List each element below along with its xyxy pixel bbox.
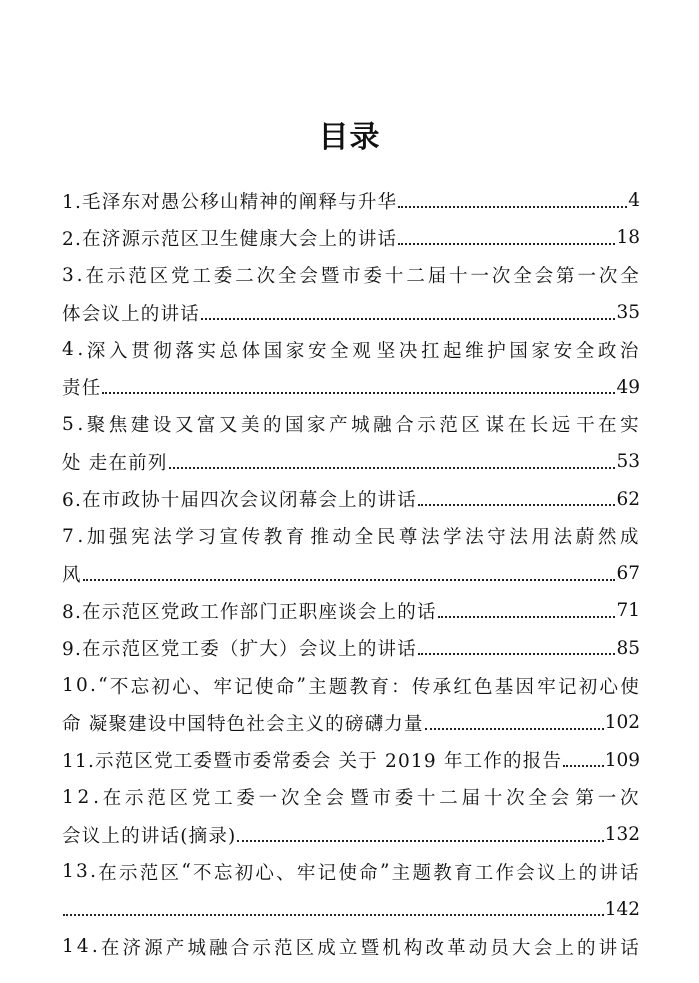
toc-entry-text: 会议上的讲话(摘录)	[62, 825, 237, 847]
toc-entry-text: 尊	[398, 527, 419, 549]
toc-entry-text: 主	[391, 862, 412, 884]
toc-entry-text: 扛	[420, 340, 441, 362]
toc-entry-line[interactable]	[62, 480, 640, 517]
toc-entry-text: 传	[411, 676, 432, 698]
dot-leader	[83, 563, 616, 581]
toc-entry-text: 区	[295, 937, 316, 959]
toc-entry-text: 8.在示范区党政工作部门正职座谈会上的话	[62, 601, 437, 623]
toc-entry-text: 体会议上的讲话	[62, 303, 200, 325]
toc-entry-text: 主	[308, 676, 328, 698]
toc-page-number: 142	[604, 898, 640, 920]
toc-page-number: 85	[616, 637, 640, 659]
toc-entry-text: 合	[395, 415, 415, 437]
toc-entry-text: 员	[490, 937, 511, 959]
toc-entry-text: 区	[169, 788, 190, 810]
toc-entry-text: 7	[62, 525, 75, 547]
toc-entry-text: 上	[557, 862, 578, 884]
toc-entry-text: 干	[576, 415, 596, 437]
toc-entry-line[interactable]	[62, 853, 640, 890]
page-title: 目录	[318, 120, 381, 155]
toc-entry-text: 宪	[131, 527, 151, 549]
toc-entry-text: 合	[230, 937, 251, 959]
toc-entry-text: 济	[122, 937, 143, 959]
toc-entry-text: 色	[474, 676, 494, 698]
toc-entry-text: 2	[77, 786, 91, 808]
toc-entry-text: 第	[575, 788, 596, 810]
toc-entry-line[interactable]	[62, 630, 640, 667]
toc-entry-text: 区	[461, 415, 481, 437]
toc-entry-text: 观	[352, 340, 372, 362]
toc-page-number: 49	[616, 376, 640, 398]
toc-entry-text: 融	[209, 937, 229, 959]
toc-entry-text: ”	[379, 861, 391, 883]
toc-entry-text: 国	[263, 340, 284, 362]
toc-entry-text: 加	[86, 527, 107, 549]
toc-entry-text: 立	[338, 937, 359, 959]
toc-entry-text: 会	[550, 788, 571, 810]
toc-entry-text: 动	[332, 527, 353, 549]
toc-entry-text: 心	[172, 676, 192, 698]
toc-entry-text: 风	[62, 564, 82, 586]
toc-entry-text: 使	[255, 676, 275, 698]
toc-entry-text: 4	[76, 936, 90, 958]
toc-entry-text: 大	[512, 937, 532, 959]
toc-entry-text: “	[98, 675, 109, 696]
toc-entry-line[interactable]	[62, 928, 640, 965]
toc-entry-line[interactable]	[62, 368, 640, 405]
toc-entry-text: 上	[555, 937, 576, 959]
toc-entry-text: 红	[453, 676, 474, 698]
toc-page-number: 35	[616, 302, 640, 324]
toc-entry-text: 范	[439, 415, 459, 437]
toc-page-number: 67	[616, 563, 640, 585]
toc-entry-text: .	[77, 525, 85, 547]
toc-entry-line[interactable]	[62, 257, 640, 294]
toc-entry-text: 法	[420, 527, 441, 549]
toc-entry-text: 讲	[598, 937, 619, 959]
toc-entry-text: 记	[558, 676, 578, 698]
toc-entry-text: 育	[453, 862, 474, 884]
dot-leader	[418, 637, 616, 655]
toc-entry-text: 6.在市政协十届四次会议闭幕会上的讲话	[62, 490, 417, 512]
toc-entry-text: 使	[620, 676, 640, 698]
toc-entry-text: 使	[338, 862, 359, 884]
toc-entry-text: 实	[620, 415, 640, 437]
toc-entry-text: 谋	[485, 415, 506, 437]
toc-entry-text: 然	[597, 527, 618, 549]
toc-entry-text: 建	[130, 415, 151, 437]
toc-entry-text: 全	[303, 788, 323, 810]
toc-entry-line[interactable]	[62, 219, 640, 256]
toc-entry-text: 示	[106, 266, 127, 288]
toc-entry-text: .	[90, 861, 98, 883]
toc-entry-line[interactable]	[62, 667, 640, 704]
dot-leader	[398, 190, 627, 208]
toc-entry-text: 法	[553, 527, 574, 549]
toc-entry-text: 11.示范区党工委暨市委常委会 关于 2019 年工作的报告	[62, 751, 563, 773]
toc-entry-text: 十	[384, 266, 405, 288]
toc-entry-text: 起	[443, 340, 463, 362]
toc-entry-text: 作	[495, 862, 516, 884]
toc-entry-text: 习	[197, 527, 218, 549]
toc-entry-text: 初	[578, 676, 599, 698]
toc-entry-text: 十	[417, 788, 437, 810]
toc-entry-text: 区	[160, 862, 181, 884]
toc-entry-text: 全	[277, 266, 298, 288]
toc-entry-text: 安	[307, 340, 328, 362]
toc-entry-text: 会	[534, 266, 555, 288]
toc-entry-text: 次	[280, 788, 301, 810]
toc-entry-text: 暨	[360, 937, 381, 959]
toc-entry-text: 革	[447, 937, 467, 959]
toc-entry-text: 届	[427, 266, 448, 288]
toc-entry-text: 牢	[296, 862, 317, 884]
toc-entry-text: 委	[213, 266, 234, 288]
dot-leader	[63, 898, 604, 916]
toc-entry-text: 融	[373, 415, 393, 437]
toc-entry-line[interactable]	[62, 443, 640, 480]
toc-entry-text: 、	[192, 676, 213, 698]
dot-leader	[237, 824, 603, 842]
toc-entry-text: 不	[193, 862, 213, 884]
toc-entry-text: 范	[139, 862, 160, 884]
toc-entry-text: 5	[62, 413, 75, 435]
toc-entry-line[interactable]	[62, 182, 640, 219]
toc-entry-text: 城	[351, 415, 371, 437]
toc-entry-text: 3	[62, 264, 75, 286]
dot-leader	[418, 488, 616, 506]
toc-entry-text: 次	[619, 788, 640, 810]
toc-entry-text: 聚	[86, 415, 107, 437]
toc-entry-text: 1	[62, 786, 75, 808]
toc-entry-text: 十	[483, 788, 504, 810]
toc-entry-text: 0	[76, 675, 89, 696]
toc-entry-text: 美	[240, 415, 261, 437]
toc-entry-text: 在	[102, 788, 123, 810]
toc-entry-text: 动	[468, 937, 489, 959]
toc-entry-text: 总	[219, 340, 240, 362]
toc-entry-text: 处 走在前列	[62, 452, 168, 474]
toc-entry-text: 全	[513, 266, 533, 288]
toc-entry-text: 1.毛泽东对愚公移山精神的阐释与升华	[62, 191, 398, 213]
toc-entry-text: 心	[255, 862, 276, 884]
toc-entry-text: 源	[144, 937, 164, 959]
toc-entry-text: 示	[252, 937, 273, 959]
toc-entry-text: .	[77, 413, 85, 435]
toc-entry-text: 安	[553, 340, 574, 362]
toc-entry-text: 体	[241, 340, 262, 362]
toc-entry-text: 次	[256, 266, 277, 288]
toc-entry-line[interactable]	[62, 331, 640, 368]
toc-entry-text: 9.在示范区党工委（扩大）会议上的讲话	[62, 639, 417, 661]
toc-entry-text: 初	[234, 862, 255, 884]
dot-leader	[102, 376, 615, 394]
toc-entry-line[interactable]	[62, 294, 640, 331]
toc-entry-text: 又	[174, 415, 195, 437]
toc-entry-text: 题	[412, 862, 433, 884]
toc-entry-text: 题	[328, 676, 349, 698]
toc-page-number: 18	[616, 227, 640, 249]
toc-entry-text: 决	[398, 340, 419, 362]
toc-entry-text: 第	[556, 266, 576, 288]
toc-entry-text: 讲	[599, 862, 620, 884]
toc-entry-text: 3	[76, 861, 90, 883]
dot-leader	[398, 227, 615, 245]
toc-entry-text: 一	[597, 788, 618, 810]
toc-entry-text: 全	[620, 266, 640, 288]
toc-entry-text: 贯	[131, 340, 151, 362]
toc-entry-text: 彻	[153, 340, 173, 362]
dot-leader	[438, 600, 616, 618]
toc-entry-text: 落	[175, 340, 196, 362]
toc-entry-text: 1	[62, 936, 75, 958]
toc-entry-text: 全	[575, 340, 596, 362]
toc-entry-text: 一	[470, 266, 491, 288]
toc-entry-text: 记	[234, 676, 254, 698]
toc-entry-text: 国	[285, 415, 305, 437]
toc-entry-line[interactable]	[62, 741, 640, 778]
toc-entry-text: .	[91, 936, 99, 958]
toc-entry-text: ：	[391, 676, 411, 698]
toc-entry-text: 工	[192, 266, 213, 288]
toc-entry-text: 在	[98, 862, 118, 884]
toc-entry-text: 范	[147, 788, 167, 810]
toc-entry-text: 法	[153, 527, 173, 549]
toc-page-number: 109	[604, 749, 640, 771]
toc-entry-text: 治	[619, 340, 640, 362]
toc-entry-text: 会	[516, 862, 536, 884]
toc-page-number: 102	[604, 712, 640, 734]
toc-entry-text: .	[76, 264, 84, 286]
toc-entry-text: 用	[531, 527, 552, 549]
toc-entry-text: 次	[598, 266, 619, 288]
toc-entry-text: 全	[354, 527, 375, 549]
toc-entry-text: 教	[349, 676, 370, 698]
toc-entry-text: 心	[599, 676, 620, 698]
toc-entry-text: 政	[597, 340, 618, 362]
toc-entry-text: 范	[128, 266, 148, 288]
toc-entry-text: 忘	[130, 676, 151, 698]
toc-entry-text: “	[181, 861, 192, 883]
toc-entry-text: 成	[317, 937, 337, 959]
toc-entry-text: 委	[363, 266, 384, 288]
toc-entry-text: 育	[370, 676, 391, 698]
toc-entry-text: 委	[394, 788, 415, 810]
toc-entry-text: 话	[620, 937, 640, 959]
toc-entry-text: 1	[62, 861, 75, 883]
toc-entry-text: 二	[235, 266, 255, 288]
toc-entry-text: 维	[465, 340, 485, 362]
toc-entry-text: 次	[506, 788, 526, 810]
toc-page-number: 71	[616, 600, 640, 622]
toc-entry-text: 次	[491, 266, 512, 288]
toc-entry-text: 会	[533, 937, 554, 959]
toc-entry-text: 蔚	[575, 527, 596, 549]
toc-entry-text: 牢	[213, 676, 234, 698]
toc-entry-text: 2.在济源示范区卫生健康大会上的讲话	[62, 228, 398, 250]
toc-entry-text: 党	[171, 266, 191, 288]
toc-entry-text: 在	[598, 415, 618, 437]
toc-entry-text: 二	[439, 788, 459, 810]
toc-entry-text: 构	[403, 937, 424, 959]
toc-entry-text: 因	[515, 676, 536, 698]
toc-entry-text: 在	[100, 937, 121, 959]
toc-page-number: 62	[616, 488, 640, 510]
toc-entry-text: 工	[474, 862, 495, 884]
toc-entry-text: 富	[196, 415, 217, 437]
toc-entry-text: 议	[537, 862, 557, 884]
toc-entry-text: 守	[487, 527, 507, 549]
dot-leader	[201, 302, 616, 320]
dot-leader	[169, 451, 616, 469]
toc-entry-text: 二	[406, 266, 427, 288]
toc-entry-text: 法	[465, 527, 485, 549]
toc-entry-text: 国	[509, 340, 530, 362]
toc-entry-text: 命 凝聚建设中国特色社会主义的磅礴力量	[62, 713, 424, 735]
toc-entry-text: 实	[197, 340, 218, 362]
toc-entry-text: 全	[330, 340, 350, 362]
toc-entry-text: 届	[461, 788, 482, 810]
toc-entry-text: 在	[85, 266, 106, 288]
toc-entry-text: 教	[263, 527, 284, 549]
toc-entry-text: 推	[310, 527, 331, 549]
toc-entry-text: 教	[433, 862, 453, 884]
toc-entry-text: 命	[275, 676, 296, 698]
toc-entry-text: 责任	[62, 378, 102, 400]
toc-entry-text: 不	[109, 676, 130, 698]
dot-leader	[563, 749, 604, 767]
toc-entry-text: 城	[187, 937, 208, 959]
toc-entry-text: 改	[425, 937, 446, 959]
toc-entry-text: 暨	[350, 788, 370, 810]
toc-entry-text: 话	[620, 862, 640, 884]
toc-entry-text: 党	[191, 788, 212, 810]
toc-entry-text: 工	[214, 788, 234, 810]
toc-entry-text: .	[93, 786, 101, 808]
toc-entry-text: .	[90, 675, 98, 696]
toc-entry-text: 忘	[213, 862, 234, 884]
toc-entry-line[interactable]	[62, 518, 640, 555]
toc-entry-text: 委	[236, 788, 257, 810]
toc-entry-text: 示	[417, 415, 437, 437]
toc-entry-text: 强	[109, 527, 129, 549]
toc-entry-text: 记	[317, 862, 338, 884]
toc-entry-text: 成	[619, 527, 640, 549]
toc-entry-text: 产	[329, 415, 349, 437]
toc-entry-line[interactable]	[62, 406, 640, 443]
table-of-contents	[62, 182, 640, 965]
toc-entry-text: 的	[578, 862, 599, 884]
toc-entry-text: 家	[285, 340, 306, 362]
toc-entry-line[interactable]	[62, 592, 640, 629]
toc-entry-text: 初	[151, 676, 172, 698]
toc-entry-line[interactable]	[62, 816, 640, 853]
toc-entry-text: 示	[119, 862, 139, 884]
toc-entry-line[interactable]	[62, 891, 640, 928]
toc-entry-text: 的	[576, 937, 597, 959]
toc-page-number: 132	[604, 824, 640, 846]
toc-entry-text: 远	[551, 415, 572, 437]
toc-entry-text: 的	[262, 415, 283, 437]
toc-entry-text: 一	[258, 788, 279, 810]
toc-entry-text: 暨	[320, 266, 341, 288]
toc-entry-text: 学	[175, 527, 196, 549]
toc-entry-text: 家	[531, 340, 552, 362]
toc-entry-text: 会	[299, 266, 320, 288]
toc-entry-text: 坚	[376, 340, 397, 362]
toc-entry-line[interactable]	[62, 704, 640, 741]
toc-entry-text: 护	[487, 340, 507, 362]
toc-entry-line[interactable]	[62, 555, 640, 592]
toc-entry-text: 承	[432, 676, 453, 698]
toc-entry-text: 产	[165, 937, 186, 959]
toc-entry-line[interactable]	[62, 779, 640, 816]
toc-entry-text: 民	[376, 527, 397, 549]
toc-entry-text: 基	[494, 676, 515, 698]
toc-entry-text: 全	[528, 788, 549, 810]
toc-entry-text: 、	[276, 862, 296, 884]
toc-entry-text: 家	[307, 415, 327, 437]
toc-page-number: 4	[628, 190, 640, 212]
toc-entry-text: 一	[577, 266, 598, 288]
toc-entry-text: 示	[125, 788, 145, 810]
toc-entry-text: 深	[86, 340, 107, 362]
dot-leader	[425, 712, 604, 730]
toc-entry-text: 法	[509, 527, 530, 549]
toc-entry-text: 机	[382, 937, 402, 959]
toc-entry-text: 1	[62, 675, 75, 696]
toc-entry-text: 焦	[108, 415, 129, 437]
toc-entry-text: 范	[274, 937, 294, 959]
toc-entry-text: 牢	[537, 676, 557, 698]
toc-entry-text: ”	[296, 675, 308, 696]
toc-entry-text: .	[77, 339, 85, 361]
toc-entry-text: 育	[285, 527, 306, 549]
toc-entry-text: 在	[507, 415, 528, 437]
toc-entry-text: 区	[149, 266, 170, 288]
toc-entry-text: 市	[372, 788, 393, 810]
toc-page-number: 53	[616, 451, 640, 473]
toc-entry-text: 十	[449, 266, 469, 288]
toc-entry-text: 入	[109, 340, 129, 362]
toc-entry-text: 宣	[219, 527, 240, 549]
toc-entry-text: 命	[359, 862, 379, 884]
toc-entry-text: 4	[62, 339, 75, 361]
toc-entry-text: 学	[443, 527, 463, 549]
toc-entry-text: 会	[325, 788, 346, 810]
toc-entry-text: 市	[342, 266, 362, 288]
toc-entry-text: 又	[218, 415, 239, 437]
toc-entry-text: 长	[529, 415, 550, 437]
toc-entry-text: 设	[152, 415, 173, 437]
toc-entry-text: 传	[241, 527, 262, 549]
